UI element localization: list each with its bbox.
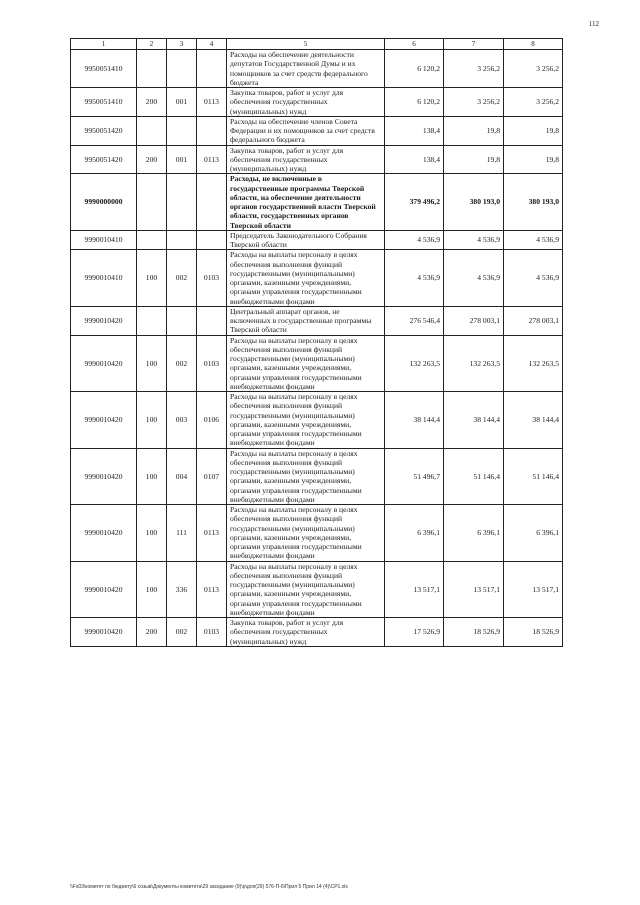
value-cell: 13 517,1 — [504, 561, 563, 618]
vr-cell — [137, 230, 167, 250]
value-cell: 6 120,2 — [385, 50, 444, 88]
value-cell: 4 536,9 — [385, 250, 444, 307]
name-cell: Закупка товаров, работ и услуг для обеспечения государственных (муниципальных) нужд — [227, 88, 385, 117]
header-cell: 3 — [167, 39, 197, 50]
header-cell: 1 — [71, 39, 137, 50]
table-row — [71, 88, 563, 117]
value-cell: 4 536,9 — [444, 250, 504, 307]
ved-cell — [167, 116, 197, 145]
vr-cell: 100 — [137, 448, 167, 505]
value-cell: 19,8 — [444, 116, 504, 145]
rz-cell — [197, 116, 227, 145]
ved-cell — [167, 230, 197, 250]
table-row — [71, 618, 563, 647]
table-row — [71, 230, 563, 250]
code-cell: 9950051420 — [71, 116, 137, 145]
code-cell: 9990010420 — [71, 306, 137, 335]
value-cell: 6 120,2 — [385, 88, 444, 117]
value-cell: 278 003,1 — [444, 306, 504, 335]
value-cell: 6 396,1 — [504, 505, 563, 562]
rz-cell — [197, 50, 227, 88]
code-cell: 9990010420 — [71, 618, 137, 647]
value-cell: 3 256,2 — [444, 88, 504, 117]
value-cell: 379 496,2 — [385, 174, 444, 231]
vr-cell: 200 — [137, 88, 167, 117]
name-cell: Расходы на выплаты персоналу в целях обеспечения выполнения функций государственными (муниципальными) органами, казенными учреждениями, органами управления государственными внебюджетными фондами — [227, 561, 385, 618]
name-cell: Расходы на выплаты персоналу в целях обеспечения выполнения функций государственными (муниципальными) органами, казенными учреждениями, органами управления государственными внебюджетными фондами — [227, 392, 385, 449]
code-cell: 9990010420 — [71, 561, 137, 618]
name-cell: Закупка товаров, работ и услуг для обеспечения государственных (муниципальных) нужд — [227, 145, 385, 174]
ved-cell: 004 — [167, 448, 197, 505]
value-cell: 132 263,5 — [385, 335, 444, 392]
ved-cell: 002 — [167, 335, 197, 392]
vr-cell: 200 — [137, 145, 167, 174]
value-cell: 4 536,9 — [504, 250, 563, 307]
rz-cell — [197, 306, 227, 335]
value-cell: 4 536,9 — [504, 230, 563, 250]
vr-cell — [137, 116, 167, 145]
value-cell: 4 536,9 — [444, 230, 504, 250]
ved-cell: 111 — [167, 505, 197, 562]
value-cell: 51 146,4 — [504, 448, 563, 505]
ved-cell — [167, 50, 197, 88]
value-cell: 3 256,2 — [444, 50, 504, 88]
header-cell: 4 — [197, 39, 227, 50]
rz-cell: 0107 — [197, 448, 227, 505]
table-row — [71, 561, 563, 618]
value-cell: 38 144,4 — [385, 392, 444, 449]
rz-cell: 0113 — [197, 561, 227, 618]
ved-cell: 001 — [167, 145, 197, 174]
value-cell: 380 193,0 — [444, 174, 504, 231]
value-cell: 51 496,7 — [385, 448, 444, 505]
value-cell: 276 546,4 — [385, 306, 444, 335]
table-row — [71, 306, 563, 335]
value-cell: 51 146,4 — [444, 448, 504, 505]
value-cell: 6 396,1 — [385, 505, 444, 562]
ved-cell: 001 — [167, 88, 197, 117]
table-row — [71, 174, 563, 231]
rz-cell: 0113 — [197, 505, 227, 562]
code-cell: 9950051410 — [71, 88, 137, 117]
code-cell: 9990010420 — [71, 505, 137, 562]
name-cell: Расходы на обеспечение членов Совета Федерации и их помощников за счет средств федерального бюджета — [227, 116, 385, 145]
value-cell: 18 526,9 — [444, 618, 504, 647]
table-row — [71, 505, 563, 562]
vr-cell: 100 — [137, 392, 167, 449]
value-cell: 132 263,5 — [444, 335, 504, 392]
vr-cell: 200 — [137, 618, 167, 647]
vr-cell: 100 — [137, 335, 167, 392]
table-row — [71, 392, 563, 449]
name-cell: Расходы на выплаты персоналу в целях обеспечения выполнения функций государственными (муниципальными) органами, казенными учреждениями, органами управления государственными внебюджетными фондами — [227, 505, 385, 562]
code-cell: 9990010420 — [71, 392, 137, 449]
table-row — [71, 116, 563, 145]
value-cell: 38 144,4 — [444, 392, 504, 449]
value-cell: 19,8 — [504, 116, 563, 145]
code-cell: 9990010420 — [71, 335, 137, 392]
table-row — [71, 50, 563, 88]
value-cell: 18 526,9 — [504, 618, 563, 647]
rz-cell: 0103 — [197, 335, 227, 392]
rz-cell: 0113 — [197, 88, 227, 117]
table-row — [71, 250, 563, 307]
rz-cell: 0103 — [197, 250, 227, 307]
value-cell: 278 003,1 — [504, 306, 563, 335]
name-cell: Закупка товаров, работ и услуг для обеспечения государственных (муниципальных) нужд — [227, 618, 385, 647]
budget-table — [70, 38, 563, 647]
code-cell: 9950051420 — [71, 145, 137, 174]
value-cell: 138,4 — [385, 116, 444, 145]
ved-cell: 003 — [167, 392, 197, 449]
vr-cell: 100 — [137, 505, 167, 562]
name-cell: Расходы на выплаты персоналу в целях обеспечения выполнения функций государственными (муниципальными) органами, казенными учреждениями, органами управления государственными внебюджетными фондами — [227, 250, 385, 307]
value-cell: 380 193,0 — [504, 174, 563, 231]
value-cell: 13 517,1 — [385, 561, 444, 618]
rz-cell: 0113 — [197, 145, 227, 174]
name-cell: Расходы на выплаты персоналу в целях обеспечения выполнения функций государственными (муниципальными) органами, казенными учреждениями, органами управления государственными внебюджетными фондами — [227, 448, 385, 505]
value-cell: 3 256,2 — [504, 88, 563, 117]
table-row — [71, 335, 563, 392]
name-cell: Центральный аппарат органов, не включенных в государственные программы Тверской области — [227, 306, 385, 335]
value-cell: 17 526,9 — [385, 618, 444, 647]
rz-cell: 0106 — [197, 392, 227, 449]
code-cell: 9990000000 — [71, 174, 137, 231]
code-cell: 9990010420 — [71, 448, 137, 505]
value-cell: 6 396,1 — [444, 505, 504, 562]
value-cell: 19,8 — [444, 145, 504, 174]
ved-cell: 336 — [167, 561, 197, 618]
header-cell: 6 — [385, 39, 444, 50]
ved-cell: 002 — [167, 618, 197, 647]
header-cell: 8 — [504, 39, 563, 50]
code-cell: 9990010410 — [71, 230, 137, 250]
rz-cell — [197, 174, 227, 231]
value-cell: 4 536,9 — [385, 230, 444, 250]
code-cell: 9990010410 — [71, 250, 137, 307]
name-cell: Председатель Законодательного Собрания Тверской области — [227, 230, 385, 250]
vr-cell — [137, 174, 167, 231]
name-cell: Расходы на обеспечение деятельности депутатов Государственной Думы и их помощников за счет средств федерального бюджета — [227, 50, 385, 88]
code-cell: 9950051410 — [71, 50, 137, 88]
header-row — [71, 39, 563, 50]
page-number: 112 — [588, 20, 599, 28]
table-row — [71, 448, 563, 505]
value-cell: 19,8 — [504, 145, 563, 174]
ved-cell — [167, 306, 197, 335]
table-row — [71, 145, 563, 174]
vr-cell — [137, 306, 167, 335]
header-cell: 7 — [444, 39, 504, 50]
file-path-footer: \\Fs03\комитет по бюджету\6 созыв\Документы комитета\29 заседание (9)\р\доп(29) 576-П-6\Прил 5 Прил 14 (4)\CP1.xls — [70, 884, 348, 890]
ved-cell — [167, 174, 197, 231]
name-cell: Расходы на выплаты персоналу в целях обеспечения выполнения функций государственными (муниципальными) органами, казенными учреждениями, органами управления государственными внебюджетными фондами — [227, 335, 385, 392]
value-cell: 38 144,4 — [504, 392, 563, 449]
rz-cell — [197, 230, 227, 250]
vr-cell: 100 — [137, 250, 167, 307]
vr-cell: 100 — [137, 561, 167, 618]
name-cell: Расходы, не включенные в государственные программы Тверской области, на обеспечение деятельности органов государственной власти Тверской области, государственных органов Тверской области — [227, 174, 385, 231]
header-cell: 2 — [137, 39, 167, 50]
rz-cell: 0103 — [197, 618, 227, 647]
header-cell: 5 — [227, 39, 385, 50]
ved-cell: 002 — [167, 250, 197, 307]
value-cell: 13 517,1 — [444, 561, 504, 618]
value-cell: 138,4 — [385, 145, 444, 174]
value-cell: 3 256,2 — [504, 50, 563, 88]
value-cell: 132 263,5 — [504, 335, 563, 392]
vr-cell — [137, 50, 167, 88]
